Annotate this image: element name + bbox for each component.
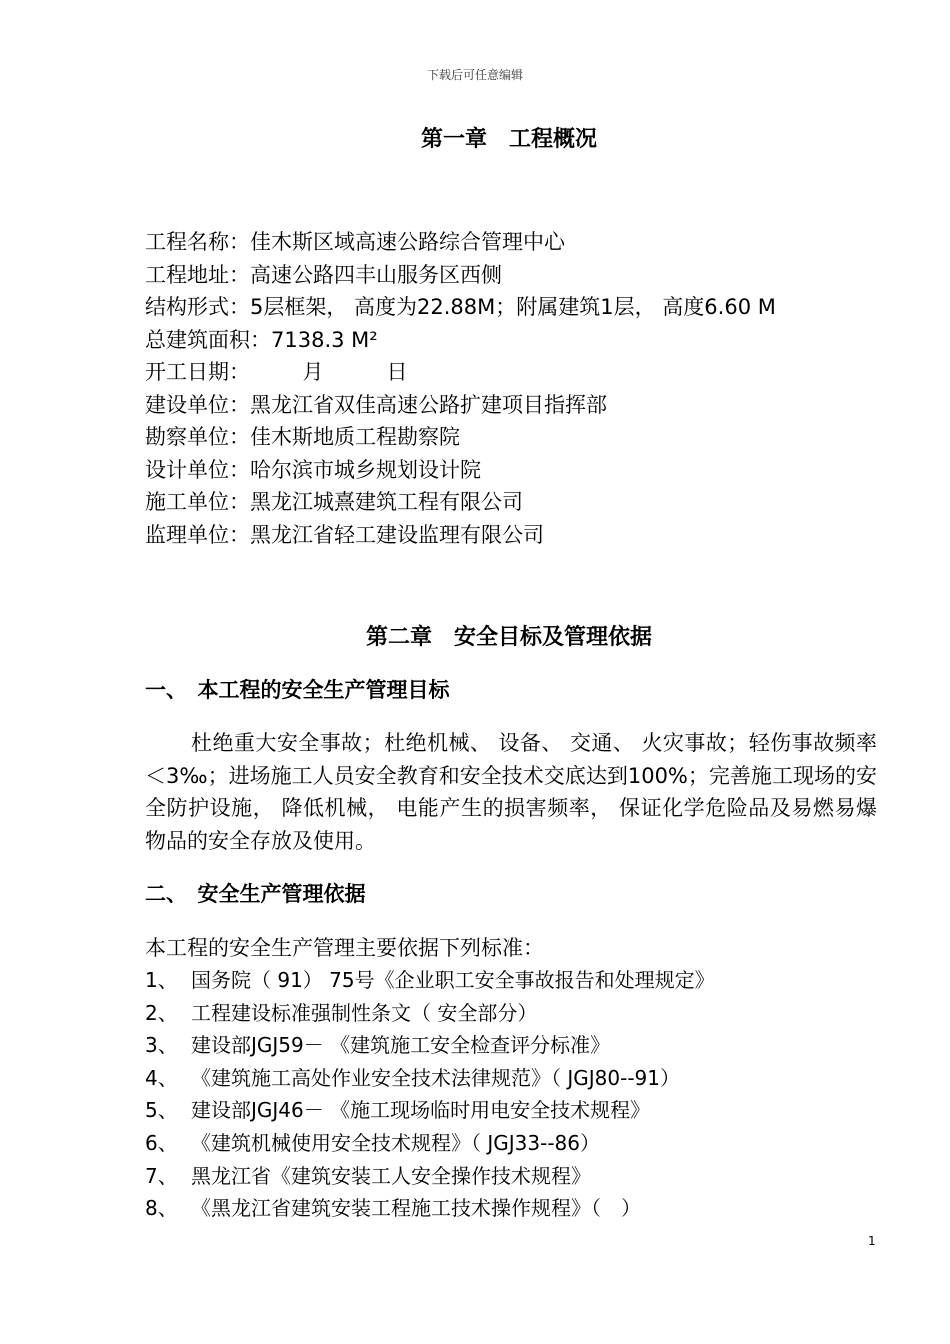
info-supervision: 监理单位：黑龙江省轻工建设监理有限公司 (145, 522, 544, 547)
list-item-number: 8、 (145, 1196, 178, 1221)
chapter2-title: 第二章 安全目标及管理依据 (365, 625, 652, 650)
section2-heading: 二、 安全生产管理依据 (145, 882, 366, 906)
list-item (145, 997, 885, 1030)
project-info-block (145, 226, 905, 551)
list-item (145, 1192, 885, 1225)
list-item (145, 1094, 885, 1127)
list-item (145, 1127, 885, 1160)
page-number: 1 (868, 1234, 876, 1248)
info-owner: 建设单位：黑龙江省双佳高速公路扩建项目指挥部 (145, 392, 607, 417)
info-survey: 勘察单位：佳木斯地质工程勘察院 (145, 425, 460, 449)
list-item-number: 3、 (145, 1033, 178, 1058)
chapter1-title: 第一章 工程概况 (420, 127, 597, 152)
info-design: 设计单位：哈尔滨市城乡规划设计院 (145, 457, 481, 482)
list-item-text: 《建筑施工高处作业安全技术法律规范》（ JGJ80--91） (191, 1065, 680, 1090)
list-item-number: 4、 (145, 1065, 178, 1090)
list-item (145, 1029, 885, 1062)
list-item-number: 6、 (145, 1130, 178, 1155)
info-project-name: 工程名称：佳木斯区域高速公路综合管理中心 (145, 230, 565, 254)
list-item-text: 《建筑机械使用安全技术规程》（ JGJ33--86） (191, 1130, 600, 1155)
list-item (145, 1062, 885, 1095)
safety-goal-paragraph: 杜绝重大安全事故；杜绝机械、 设备、 交通、 火灾事故；轻伤事故频率 ＜3‰；进场施工人员安全教育和安全技术交底达到100%；完善施工现场的安全防护设施， 降低机械， 电能产生的损害频率， 保证化学危险品及易燃易爆物品的安全存放及使用。 (145, 731, 877, 853)
list-item-text: 工程建设标准强制性条文（ 安全部分） (191, 1000, 538, 1025)
info-start-date: 开工日期： 月 日 (145, 360, 408, 384)
list-item-text: 黑龙江省《建筑安装工人安全操作技术规程》 (191, 1163, 591, 1188)
list-item-number: 2、 (145, 1000, 178, 1025)
list-item-number: 5、 (145, 1098, 178, 1123)
header-note: 下载后可任意编辑 (426, 68, 523, 82)
list-item (145, 964, 885, 997)
basis-list (145, 964, 885, 1225)
basis-intro: 本工程的安全生产管理主要依据下列标准： (145, 936, 544, 960)
section1-heading: 一、 本工程的安全生产管理目标 (145, 678, 450, 702)
list-item-number: 1、 (145, 968, 178, 992)
list-item-text: 建设部JGJ46－ 《施工现场临时用电安全技术规程》 (191, 1098, 651, 1123)
list-item-text: 建设部JGJ59－ 《建筑施工安全检查评分标准》 (191, 1033, 611, 1058)
info-structure: 结构形式：5层框架， 高度为22.88M；附属建筑1层， 高度6.60 M (145, 295, 776, 319)
info-project-address: 工程地址：高速公路四丰山服务区西侧 (145, 262, 502, 287)
list-item-number: 7、 (145, 1163, 178, 1188)
list-item-text: 国务院（ 91） 75号《企业职工安全事故报告和处理规定》 (191, 968, 715, 992)
list-item-text: 《黑龙江省建筑安装工程施工技术操作规程》（ ） (191, 1196, 641, 1221)
info-total-area: 总建筑面积：7138.3 M² (145, 327, 378, 352)
info-construction: 施工单位：黑龙江城熹建筑工程有限公司 (145, 490, 523, 514)
list-item (145, 1160, 885, 1193)
